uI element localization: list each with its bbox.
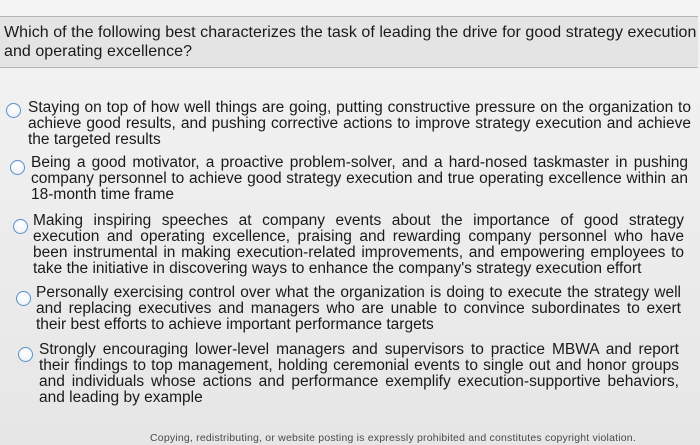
radio-button-b[interactable] xyxy=(10,160,25,175)
answer-option-d-text: Personally exercising control over what the organization is doing to execute the strategy well and replacing executives and managers who are unable to convince subordinates to exert their best efforts to achieve important performance targets xyxy=(36,284,681,333)
radio-button-a[interactable] xyxy=(6,103,21,118)
question-text: Which of the following best characterizes the task of leading the drive for good strategy execution and operating excellence? xyxy=(4,24,697,60)
answer-option-e-text: Strongly encouraging lower-level managers and supervisors to practice MBWA and report their findings to top management, holding ceremonial events to single out and honor groups and individuals whose actions and performance exemplify execution-supportive behaviors, and leading by example xyxy=(39,341,679,406)
answer-option-c[interactable] xyxy=(0,212,700,284)
answer-option-a[interactable] xyxy=(0,98,700,154)
answer-option-e[interactable] xyxy=(0,341,700,411)
radio-button-e[interactable] xyxy=(18,347,33,362)
answer-option-c-text: Making inspiring speeches at company events about the importance of good strategy execution and operating excellence, praising and rewarding company personnel who have been instrumental in making execution-related improvements, and empowering employees to take the initiative in discovering ways to enhance the company's strategy execution effort xyxy=(33,212,684,277)
question-box xyxy=(0,16,698,68)
radio-button-c[interactable] xyxy=(13,219,28,234)
answer-option-d[interactable] xyxy=(0,284,700,340)
answer-option-b[interactable] xyxy=(0,154,700,210)
answer-option-b-text: Being a good motivator, a proactive problem-solver, and a hard-nosed taskmaster in pushing company personnel to achieve good strategy execution and true operating excellence within an 18-month time frame xyxy=(31,154,688,203)
copyright-notice: Copying, redistributing, or website posting is expressly prohibited and constitutes copyright violation. xyxy=(150,432,636,444)
answer-option-a-text: Staying on top of how well things are going, putting constructive pressure on the organization to achieve good results, and pushing corrective actions to improve strategy execution and achieve the targeted results xyxy=(28,99,691,148)
radio-button-d[interactable] xyxy=(16,291,31,306)
